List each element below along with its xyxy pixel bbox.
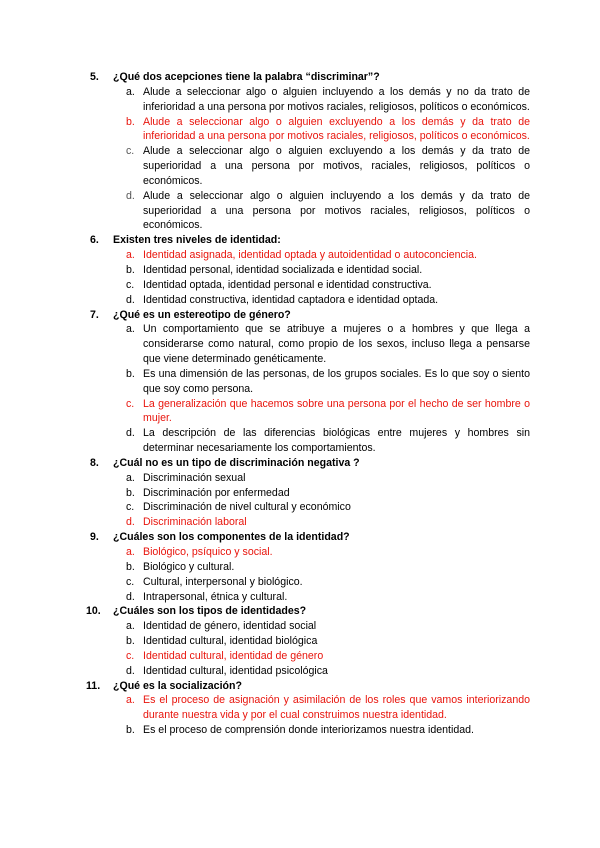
option-text: La generalización que hacemos sobre una persona por el hecho de ser hombre o mujer. — [143, 397, 530, 425]
option-letter: a. — [126, 249, 135, 262]
answer-option — [90, 486, 530, 501]
option-text: Cultural, interpersonal y biológico. — [143, 575, 303, 588]
answer-option-correct — [90, 649, 530, 664]
option-letter: b. — [126, 486, 135, 499]
question-number: 7. — [90, 308, 99, 321]
option-letter: c. — [126, 649, 135, 662]
answer-options — [90, 619, 530, 678]
answer-option — [90, 367, 530, 397]
option-letter: b. — [126, 724, 135, 737]
answer-option — [90, 322, 530, 367]
option-letter: a. — [126, 620, 135, 633]
answer-options — [90, 322, 530, 456]
question-6 — [90, 233, 530, 248]
answer-option — [90, 278, 530, 293]
option-text: Discriminación laboral — [143, 516, 247, 529]
option-text: Es el proceso de asignación y asimilación de los roles que vamos interiorizando durante nuestra vida y por el cual construimos nuestra identidad. — [143, 694, 530, 722]
option-letter: c. — [126, 575, 135, 588]
option-text: Discriminación sexual — [143, 471, 246, 484]
answer-option — [90, 144, 530, 189]
answer-options — [90, 85, 530, 233]
question-text: ¿Qué dos acepciones tiene la palabra “discriminar”? — [113, 71, 380, 83]
option-letter: b. — [126, 263, 135, 276]
question-number: 10. — [86, 605, 101, 618]
question-number: 8. — [90, 456, 99, 469]
option-text: Intrapersonal, étnica y cultural. — [143, 590, 288, 603]
question-number: 6. — [90, 234, 99, 247]
answer-option — [90, 471, 530, 486]
option-letter: d. — [126, 516, 135, 529]
option-text: Alude a seleccionar algo o alguien excluyendo a los demás y da trato de superioridad a una persona por motivos, raciales, religiosos, políticos o económicos. — [143, 145, 530, 187]
option-text: Identidad cultural, identidad psicológica — [143, 664, 328, 677]
answer-option — [90, 500, 530, 515]
answer-option — [90, 426, 530, 456]
option-letter: d. — [126, 293, 135, 306]
option-text: Alude a seleccionar algo o alguien incluyendo a los demás y no da trato de inferioridad a una persona por motivos raciales, religiosos, políticos o económicos. — [143, 85, 530, 113]
option-letter: d. — [126, 427, 135, 440]
question-5 — [90, 70, 530, 85]
question-number: 5. — [90, 71, 99, 83]
answer-option — [90, 664, 530, 679]
question-10 — [86, 604, 530, 619]
option-text: Discriminación por enfermedad — [143, 486, 290, 499]
answer-option — [90, 634, 530, 649]
option-text: Discriminación de nivel cultural y económico — [143, 501, 351, 514]
option-text: Identidad personal, identidad socializada e identidad social. — [143, 263, 423, 276]
option-text: Identidad constructiva, identidad captadora e identidad optada. — [143, 293, 439, 306]
option-letter: b. — [126, 635, 135, 648]
answer-option-correct — [90, 248, 530, 263]
option-letter: a. — [126, 546, 135, 558]
option-letter: a. — [126, 694, 135, 707]
question-number: 11. — [86, 679, 101, 692]
question-9 — [90, 530, 530, 545]
option-text: Un comportamiento que se atribuye a mujeres o a hombres y que llega a considerarse como natural, como propio de los sexos, incluso llega a pensarse que viene determinado genéticamente. — [143, 323, 530, 366]
answer-option — [90, 619, 530, 634]
answer-option — [90, 590, 530, 605]
option-letter: d. — [126, 664, 135, 677]
question-8 — [90, 456, 530, 471]
option-letter: c. — [126, 397, 135, 410]
answer-option — [90, 85, 530, 115]
option-letter: b. — [126, 560, 135, 573]
option-text: Es una dimensión de las personas, de los grupos sociales. Es lo que soy o siento que soy como persona. — [143, 367, 530, 395]
option-letter: b. — [126, 115, 135, 128]
answer-option — [90, 575, 530, 590]
option-letter: c. — [126, 278, 135, 291]
option-text: Biológico y cultural. — [143, 560, 235, 573]
option-text: La descripción de las diferencias biológicas entre mujeres y hombres sin determinar necesariamente los comportamientos. — [143, 427, 530, 455]
option-letter: b. — [126, 367, 135, 380]
option-letter: c. — [126, 501, 135, 514]
option-text: Alude a seleccionar algo o alguien incluyendo a los demás y da trato de superioridad a una persona por motivos raciales, religiosos, políticos o económicos. — [143, 189, 530, 232]
question-text: ¿Cuál no es un tipo de discriminación negativa ? — [113, 456, 360, 469]
answer-option — [90, 189, 530, 234]
quiz-document — [86, 70, 530, 738]
option-letter: a. — [126, 85, 135, 98]
answer-options — [90, 693, 530, 738]
answer-option-correct — [90, 515, 530, 530]
option-text: Identidad optada, identidad personal e identidad constructiva. — [143, 278, 432, 291]
answer-option-correct — [90, 115, 530, 145]
option-text: Biológico, psíquico y social. — [143, 546, 273, 558]
option-text: Identidad cultural, identidad de género — [143, 649, 324, 662]
option-letter: a. — [126, 323, 135, 336]
option-letter: d. — [126, 590, 135, 603]
answer-option — [90, 723, 530, 738]
question-number: 9. — [90, 531, 99, 544]
answer-options — [90, 471, 530, 530]
option-text: Identidad cultural, identidad biológica — [143, 635, 318, 648]
option-letter: d. — [126, 189, 135, 202]
option-text: Identidad asignada, identidad optada y autoidentidad o autoconciencia. — [143, 249, 477, 262]
question-text: ¿Qué es un estereotipo de género? — [113, 308, 291, 321]
answer-options — [90, 248, 530, 307]
answer-option — [90, 293, 530, 308]
option-text: Alude a seleccionar algo o alguien excluyendo a los demás y da trato de inferioridad a una persona por motivos raciales, religiosos, políticos o económicos. — [143, 115, 530, 143]
option-text: Es el proceso de comprensión donde interiorizamos nuestra identidad. — [143, 724, 474, 737]
option-letter: a. — [126, 471, 135, 484]
question-text: ¿Cuáles son los tipos de identidades? — [113, 605, 307, 618]
question-text: Existen tres niveles de identidad: — [113, 234, 281, 247]
answer-option — [90, 560, 530, 575]
option-text: Identidad de género, identidad social — [143, 620, 317, 633]
answer-option-correct — [90, 397, 530, 427]
answer-options — [90, 545, 530, 604]
option-letter: c. — [126, 145, 135, 158]
answer-option-correct — [90, 545, 530, 560]
question-7 — [90, 308, 530, 323]
answer-option — [90, 263, 530, 278]
question-11 — [86, 679, 530, 694]
question-text: ¿Qué es la socialización? — [113, 679, 242, 692]
answer-option-correct — [90, 693, 530, 723]
question-text: ¿Cuáles son los componentes de la identidad? — [113, 531, 350, 544]
